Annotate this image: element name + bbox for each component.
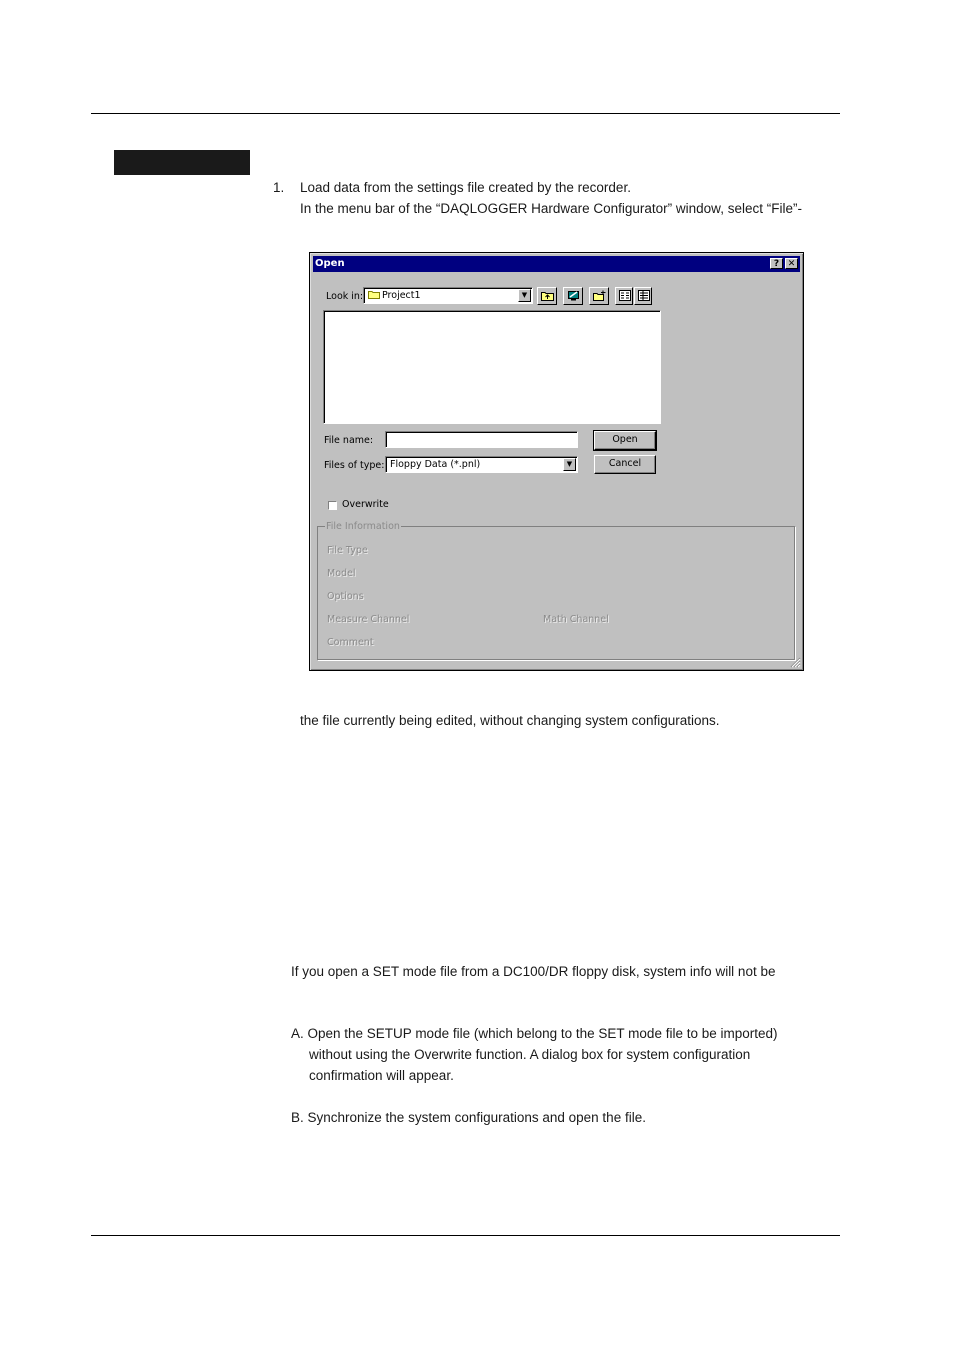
cancel-button[interactable]: Cancel bbox=[594, 455, 656, 474]
header-rule bbox=[91, 113, 840, 114]
close-button[interactable]: ✕ bbox=[785, 258, 798, 269]
overwrite-label: Overwrite bbox=[342, 499, 389, 510]
files-of-type-label: Files of type: bbox=[324, 460, 385, 471]
note-text: If you open a SET mode file from a DC100/DR floppy disk, system info will not be bbox=[291, 964, 776, 979]
step-b-text: B. Synchronize the system configurations and open the file. bbox=[291, 1110, 646, 1125]
chevron-down-icon[interactable]: ▼ bbox=[518, 289, 531, 302]
desktop-button[interactable] bbox=[563, 287, 583, 305]
desktop-icon bbox=[567, 290, 580, 301]
open-button[interactable]: Open bbox=[594, 431, 656, 450]
list-view-button[interactable] bbox=[615, 287, 633, 305]
new-folder-icon bbox=[593, 290, 606, 301]
up-folder-icon bbox=[541, 290, 554, 301]
file-name-input[interactable] bbox=[385, 431, 578, 448]
measure-channel-label: Measure Channel bbox=[327, 614, 410, 625]
step-a-line-2: without using the Overwrite function. A dialog box for system configuration bbox=[309, 1047, 751, 1062]
step-1-number: 1. bbox=[273, 180, 285, 195]
overwrite-checkbox[interactable] bbox=[328, 501, 337, 510]
file-list[interactable] bbox=[323, 310, 661, 424]
chevron-down-icon[interactable]: ▼ bbox=[563, 458, 576, 471]
footer-rule bbox=[91, 1235, 840, 1236]
file-type-label: File Type bbox=[327, 545, 368, 556]
step-a-line-3: confirmation will appear. bbox=[309, 1068, 454, 1083]
details-view-icon bbox=[638, 290, 650, 301]
open-dialog bbox=[309, 252, 804, 671]
look-in-value-text: Project1 bbox=[382, 290, 421, 301]
resize-grip-icon[interactable] bbox=[790, 657, 801, 668]
dialog-titlebar bbox=[313, 256, 800, 272]
up-folder-button[interactable] bbox=[537, 287, 557, 305]
model-label: Model bbox=[327, 568, 356, 579]
help-button[interactable]: ? bbox=[770, 258, 783, 269]
step-1-text: Load data from the settings file created by the recorder. bbox=[300, 180, 631, 195]
file-name-label: File name: bbox=[324, 435, 374, 446]
details-view-button[interactable] bbox=[634, 287, 652, 305]
section-heading-bar bbox=[114, 150, 250, 175]
files-of-type-value: Floppy Data (*.pnl) bbox=[390, 459, 481, 470]
files-of-type-dropdown[interactable] bbox=[385, 456, 578, 473]
comment-label: Comment bbox=[327, 637, 374, 648]
math-channel-label: Math Channel bbox=[543, 614, 609, 625]
step-a-line-1: A. Open the SETUP mode file (which belong to the SET mode file to be imported) bbox=[291, 1026, 778, 1041]
folder-icon bbox=[368, 290, 380, 299]
file-information-group bbox=[317, 526, 795, 660]
step-1-continuation: In the menu bar of the “DAQLOGGER Hardware Configurator” window, select “File”- bbox=[300, 201, 802, 216]
look-in-value bbox=[368, 290, 421, 301]
look-in-label: Look in: bbox=[326, 291, 364, 302]
new-folder-button[interactable] bbox=[589, 287, 609, 305]
after-dialog-text: the file currently being edited, without changing system configurations. bbox=[300, 713, 720, 728]
dialog-title: Open bbox=[315, 258, 345, 269]
list-view-icon bbox=[619, 290, 631, 301]
look-in-dropdown[interactable] bbox=[363, 287, 533, 304]
file-information-title: File Information bbox=[326, 521, 400, 532]
options-label: Options bbox=[327, 591, 364, 602]
